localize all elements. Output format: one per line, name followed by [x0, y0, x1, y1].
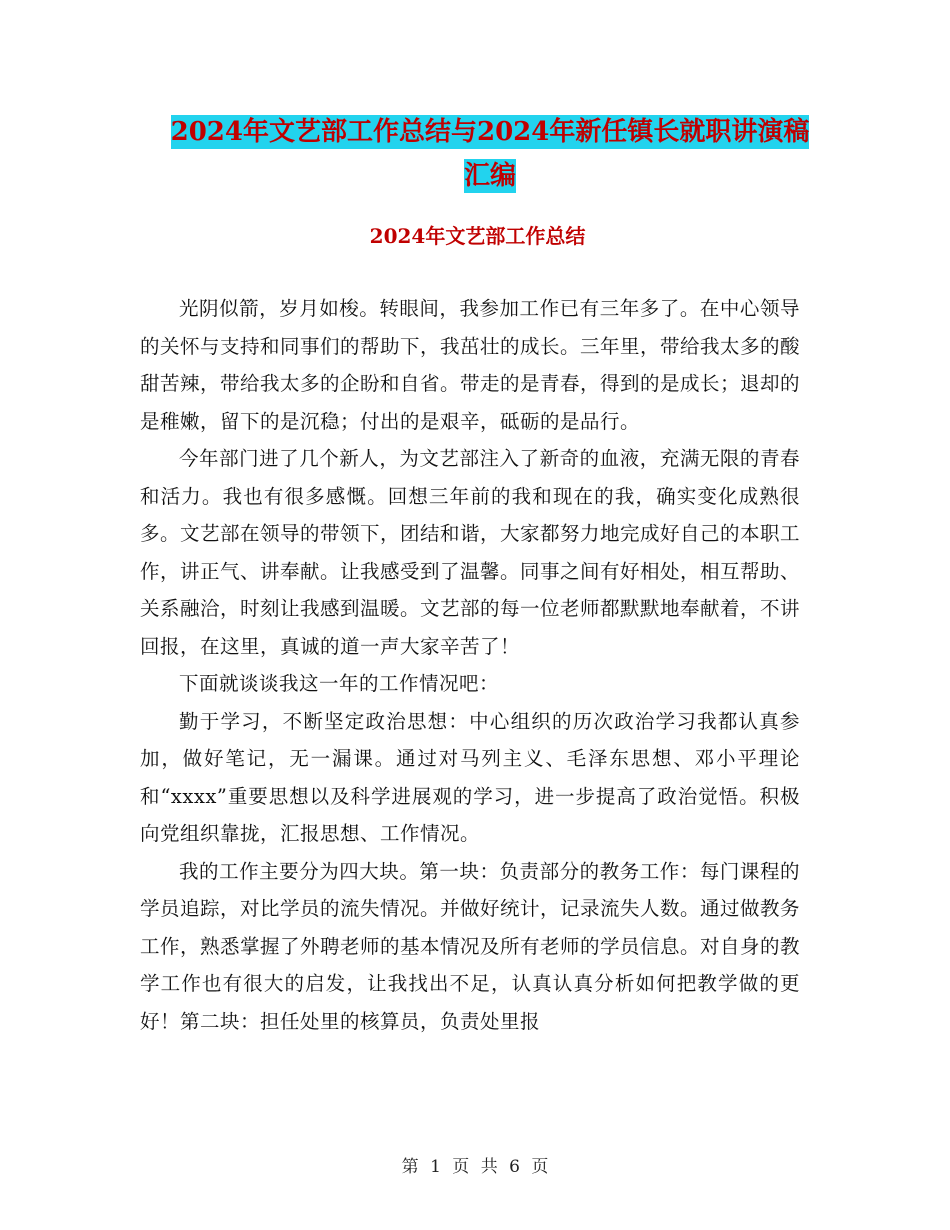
paragraph: 勤于学习，不断坚定政治思想：中心组织的历次政治学习我都认真参加，做好笔记，无一漏课。通过对马列主义、毛泽东思想、邓小平理论和“xxxx”重要思想以及科学进展观的学习，进一步提高了政治觉悟。积极向党组织靠拢，汇报思想、工作情况。 — [140, 709, 800, 845]
document-title-line2: 汇编 — [463, 161, 516, 191]
paragraph: 下面就谈谈我这一年的工作情况吧： — [179, 672, 500, 695]
page-number-footer: 第 1 页 共 6 页 — [401, 1157, 549, 1177]
document-title — [150, 110, 830, 198]
paragraph: 我的工作主要分为四大块。第一块：负责部分的教务工作：每门课程的学员追踪，对比学员的流失情况。并做好统计，记录流失人数。通过做教务工作，熟悉掌握了外聘老师的基本情况及所有老师的学员信息。对自身的教学工作也有很大的启发，让我找出不足，认真认真分析如何把教学做的更好！第二块：担任处里的核算员，负责处里报 — [140, 859, 801, 1033]
document-body — [140, 290, 800, 1040]
paragraph: 今年部门进了几个新人，为文艺部注入了新奇的血液，充满无限的青春和活力。我也有很多感慨。回想三年前的我和现在的我，确实变化成熟很多。文艺部在领导的带领下，团结和谐，大家都努力地完成好自己的本职工作，讲正气、讲奉献。让我感受到了温馨。同事之间有好相处，相互帮助、关系融洽，时刻让我感到温暖。文艺部的每一位老师都默默地奉献着，不讲回报，在这里，真诚的道一声大家辛苦了！ — [140, 447, 801, 658]
document-title-line1: 2024年文艺部工作总结与2024年新任镇长就职讲演稿 — [170, 117, 810, 147]
section-title: 2024年文艺部工作总结 — [369, 224, 586, 248]
paragraph: 光阴似箭，岁月如梭。转眼间，我参加工作已有三年多了。在中心领导的关怀与支持和同事们的帮助下，我茁壮的成长。三年里，带给我太多的酸甜苦辣，带给我太多的企盼和自省。带走的是青春，得到的是成长；退却的是稚嫩，留下的是沉稳；付出的是艰辛，砥砺的是品行。 — [140, 297, 801, 433]
